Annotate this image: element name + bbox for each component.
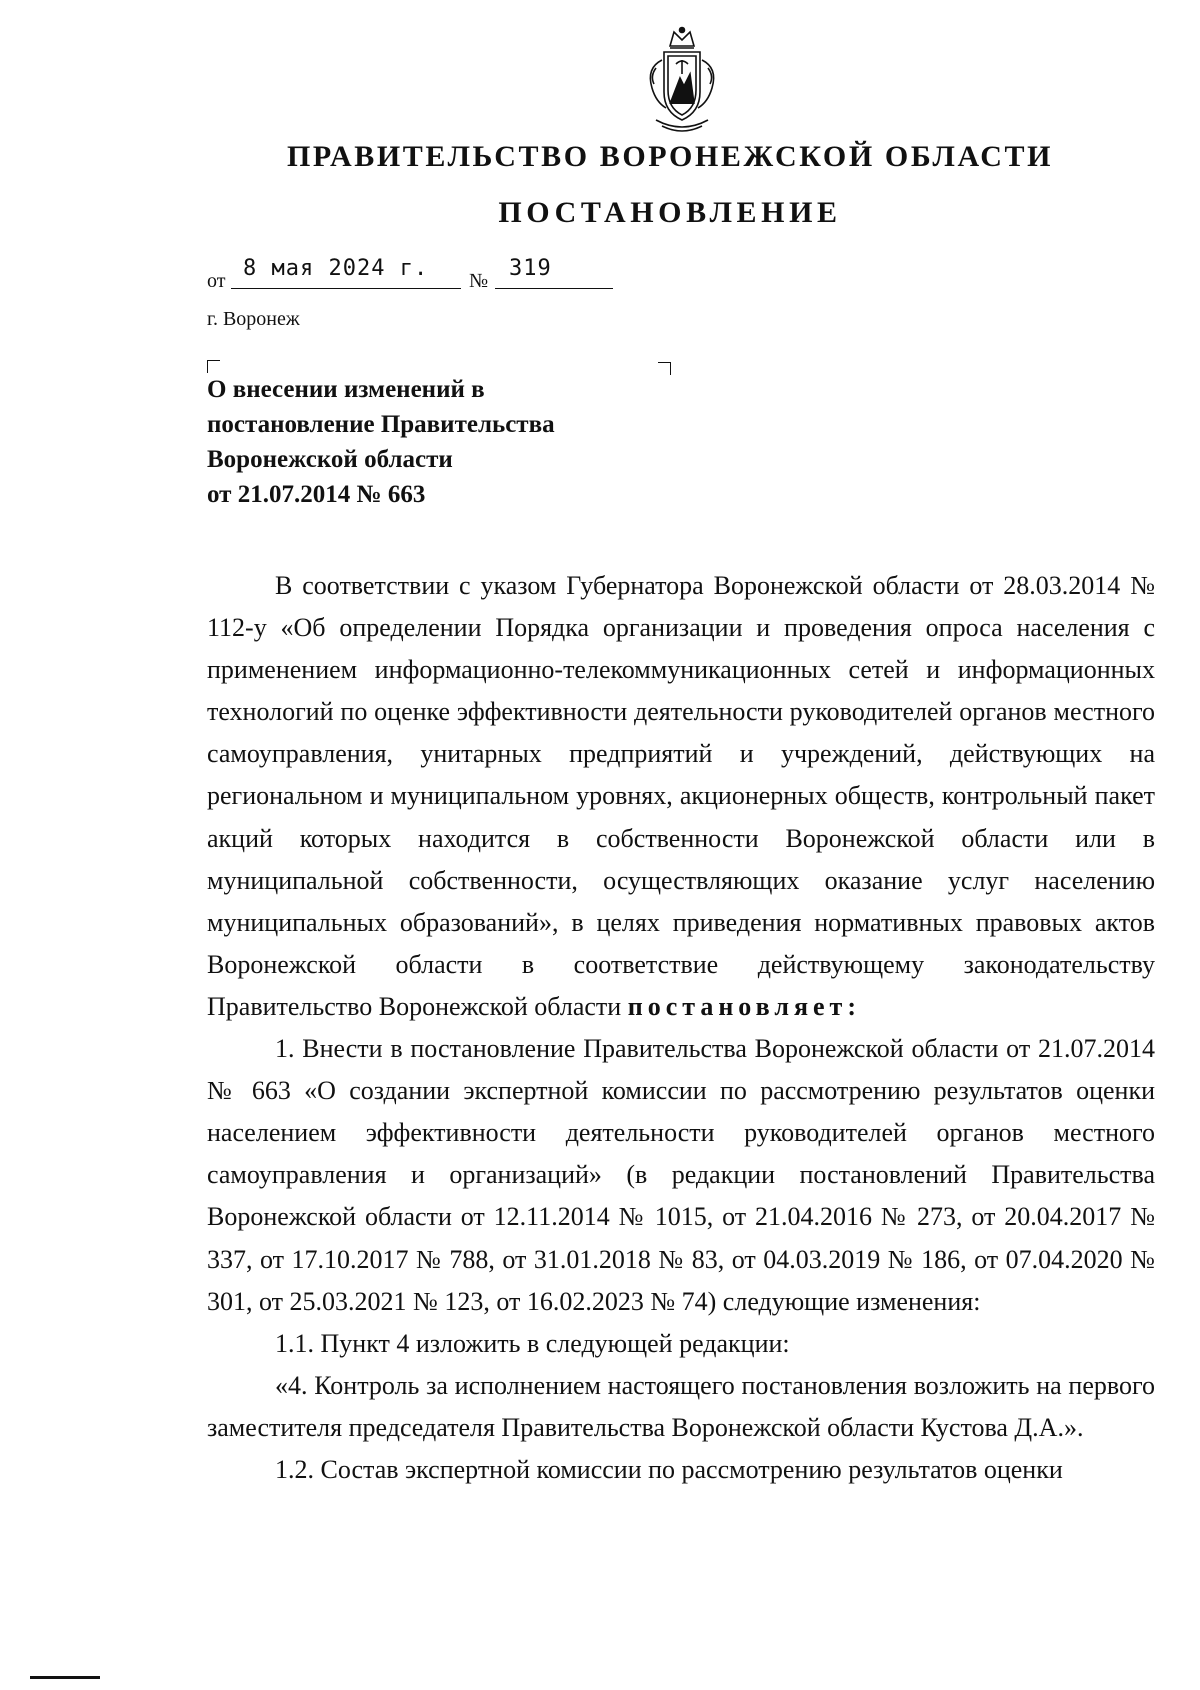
preamble-paragraph bbox=[207, 565, 1155, 1028]
item-1-paragraph: 1. Внести в постановление Правительства Воронежской области от 21.07.2014 № 663 «О создании экспертной комиссии по рассмотрению результатов оценки населением эффективности деятельности руководителей органов местного самоуправления и организаций» (в редакции постановлений Правительства Воронежской области от 12.11.2014 № 1015, от 21.04.2016 № 273, от 20.04.2017 № 337, от 17.10.2017 № 788, от 31.01.2018 № 83, от 04.03.2019 № 186, от 07.04.2020 № 301, от 25.03.2021 № 123, от 16.02.2023 № 74) следующие изменения: bbox=[207, 1034, 1155, 1316]
item-1-2-paragraph: 1.2. Состав экспертной комиссии по рассмотрению результатов оценки bbox=[275, 1454, 1063, 1484]
subject-corner-right bbox=[658, 362, 671, 375]
document-meta-line bbox=[207, 254, 707, 294]
item-1-1-paragraph: 1.1. Пункт 4 изложить в следующей редакции: bbox=[275, 1328, 790, 1358]
document-date: 8 мая 2024 г. bbox=[243, 256, 429, 281]
number-prefix: № bbox=[469, 270, 489, 292]
resolves-keyword: постановляет: bbox=[627, 991, 861, 1021]
document-subject bbox=[207, 372, 647, 512]
document-body bbox=[207, 565, 1155, 1491]
city: г. Воронеж bbox=[207, 308, 300, 330]
page-edge-mark bbox=[30, 1676, 100, 1679]
document-type-title: ПОСТАНОВЛЕНИЕ bbox=[498, 196, 842, 229]
subject-line: О внесении изменений в bbox=[207, 376, 485, 403]
subject-line: Воронежской области bbox=[207, 446, 453, 473]
organization-title: ПРАВИТЕЛЬСТВО ВОРОНЕЖСКОЙ ОБЛАСТИ bbox=[286, 140, 1054, 173]
date-field bbox=[231, 254, 461, 289]
subject-line: от 21.07.2014 № 663 bbox=[207, 481, 426, 508]
item-1-1-text-paragraph: «4. Контроль за исполнением настоящего постановления возложить на первого заместителя председателя Правительства Воронежской области Кустова Д.А.». bbox=[207, 1370, 1155, 1442]
coat-of-arms-icon bbox=[632, 24, 732, 136]
preamble-text: В соответствии с указом Губернатора Воронежской области от 28.03.2014 № 112-у «Об определении Порядка организации и проведения опроса населения с применением информационно-телекоммуникационных сетей и информационных технологий по оценке эффективности деятельности руководителей органов местного самоуправления, унитарных предприятий и учреждений, действующих на региональном и муниципальном уровнях, акционерных обществ, контрольный пакет акций которых находится в собственности Воронежской области или в муниципальной собственности, осуществляющих оказание услуг населению муниципальных образований», в целях приведения нормативных правовых актов Воронежской области в соответствие действующему законодательству Правительство Воронежской области bbox=[207, 571, 1155, 1021]
number-field bbox=[495, 254, 613, 289]
date-prefix: от bbox=[207, 270, 226, 292]
subject-line: постановление Правительства bbox=[207, 411, 555, 438]
document-number: 319 bbox=[509, 256, 552, 281]
